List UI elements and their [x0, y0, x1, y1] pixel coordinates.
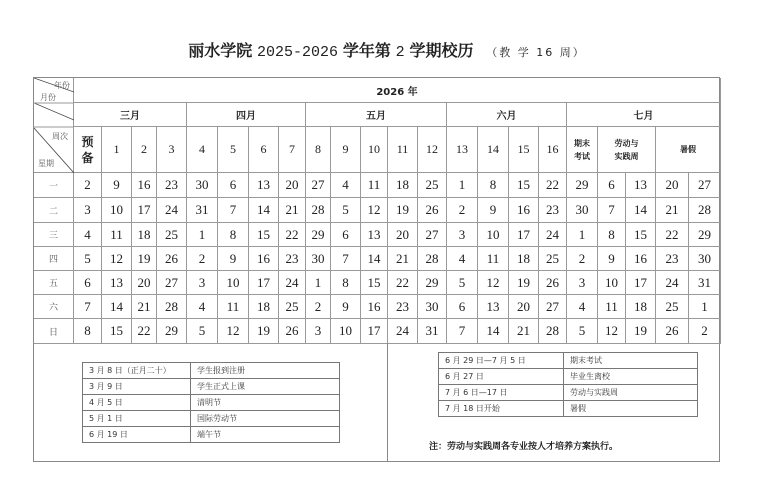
date-cell: 30 [418, 295, 447, 319]
date-cell: 9 [331, 295, 361, 319]
date-cell: 3 [187, 271, 218, 295]
date-cell: 27 [689, 173, 721, 198]
special-week-header: 暑假 [656, 127, 721, 173]
date-cell: 9 [218, 247, 249, 271]
date-cell: 5 [331, 198, 361, 223]
date-cell: 9 [598, 247, 626, 271]
school-name: 丽水学院 [188, 41, 253, 60]
date-cell: 30 [306, 247, 331, 271]
date-cell: 28 [539, 319, 567, 344]
date-cell: 5 [74, 247, 102, 271]
prep-week-label: 预备 [81, 134, 94, 165]
date-cell: 6 [331, 223, 361, 247]
date-cell: 20 [656, 173, 689, 198]
date-cell: 3 [447, 223, 478, 247]
date-cell: 24 [539, 223, 567, 247]
date-cell: 29 [157, 319, 187, 344]
date-cell: 12 [102, 247, 132, 271]
date-cell: 7 [218, 198, 249, 223]
date-cell: 18 [249, 295, 279, 319]
week-number: 1 [102, 127, 132, 173]
date-cell: 10 [598, 271, 626, 295]
date-cell: 7 [598, 198, 626, 223]
date-cell: 29 [567, 173, 598, 198]
event-row: 6 月 19 日 端午节 [83, 427, 340, 443]
year-header: 2026 年 [74, 78, 721, 103]
date-cell: 23 [539, 198, 567, 223]
date-cell: 18 [132, 223, 157, 247]
date-cell: 27 [306, 173, 331, 198]
date-cell: 1 [689, 295, 721, 319]
week-number: 6 [249, 127, 279, 173]
date-cell: 15 [361, 271, 388, 295]
date-cell: 28 [418, 247, 447, 271]
date-cell: 15 [102, 319, 132, 344]
date-cell: 16 [249, 247, 279, 271]
date-cell: 27 [418, 223, 447, 247]
date-cell: 17 [132, 198, 157, 223]
date-cell: 23 [279, 247, 306, 271]
page-title: 丽水学院 2025-2026 学年第 2 学期校历 （教 学 16 周） [188, 41, 586, 61]
date-cell: 15 [249, 223, 279, 247]
date-cell: 18 [509, 247, 539, 271]
date-cell: 27 [539, 295, 567, 319]
week-number: 13 [447, 127, 478, 173]
date-cell: 23 [656, 247, 689, 271]
date-cell: 11 [598, 295, 626, 319]
date-cell: 31 [418, 319, 447, 344]
weekday-label: 二 [34, 198, 74, 223]
date-cell: 17 [249, 271, 279, 295]
date-cell: 16 [132, 173, 157, 198]
date-cell: 13 [361, 223, 388, 247]
date-cell: 2 [567, 247, 598, 271]
date-cell: 12 [478, 271, 509, 295]
date-cell: 4 [74, 223, 102, 247]
date-cell: 22 [279, 223, 306, 247]
date-cell: 20 [388, 223, 418, 247]
events-table-left [82, 362, 340, 443]
week-number: 4 [187, 127, 218, 173]
teaching-weeks: （教 学 16 周） [486, 46, 586, 59]
date-cell: 18 [626, 295, 656, 319]
month-header: 五月 [306, 103, 447, 127]
weekday-label: 三 [34, 223, 74, 247]
date-cell: 19 [132, 247, 157, 271]
week-number: 11 [388, 127, 418, 173]
week-number: 8 [306, 127, 331, 173]
date-cell: 1 [567, 223, 598, 247]
date-cell: 25 [279, 295, 306, 319]
weekday-label: 日 [34, 319, 74, 344]
date-cell: 28 [157, 295, 187, 319]
date-cell: 2 [74, 173, 102, 198]
date-cell: 4 [447, 247, 478, 271]
month-header: 四月 [187, 103, 306, 127]
date-cell: 4 [567, 295, 598, 319]
date-cell: 22 [656, 223, 689, 247]
event-row: 5 月 1 日 国际劳动节 [83, 411, 340, 427]
date-cell: 19 [388, 198, 418, 223]
week-number: 12 [418, 127, 447, 173]
date-cell: 10 [478, 223, 509, 247]
special-week-header: 劳动与 实践周 [598, 127, 656, 173]
date-cell: 21 [279, 198, 306, 223]
date-cell: 29 [689, 223, 721, 247]
corner-week-label: 周次 [52, 132, 68, 141]
month-header: 三月 [74, 103, 187, 127]
date-cell: 26 [157, 247, 187, 271]
date-cell: 14 [361, 247, 388, 271]
date-cell: 17 [626, 271, 656, 295]
date-cell: 24 [279, 271, 306, 295]
date-cell: 26 [279, 319, 306, 344]
week-number: 10 [361, 127, 388, 173]
date-cell: 4 [331, 173, 361, 198]
date-cell: 14 [249, 198, 279, 223]
date-cell: 1 [306, 271, 331, 295]
date-cell: 22 [132, 319, 157, 344]
date-cell: 14 [626, 198, 656, 223]
footnote: 注：劳动与实践周各专业按人才培养方案执行。 [429, 442, 619, 452]
term-number: 2 [395, 44, 405, 61]
date-cell: 21 [132, 295, 157, 319]
date-cell: 20 [132, 271, 157, 295]
event-row: 7 月 6 日—17 日 劳动与实践周 [439, 385, 698, 401]
corner-month-label: 月份 [40, 93, 56, 102]
date-cell: 7 [331, 247, 361, 271]
date-cell: 2 [187, 247, 218, 271]
date-cell: 19 [626, 319, 656, 344]
date-cell: 11 [361, 173, 388, 198]
event-row: 7 月 18 日开始 暑假 [439, 401, 698, 417]
date-cell: 30 [689, 247, 721, 271]
weekday-label: 一 [34, 173, 74, 198]
date-cell: 2 [447, 198, 478, 223]
date-cell: 8 [74, 319, 102, 344]
date-cell: 7 [447, 319, 478, 344]
date-cell: 17 [509, 223, 539, 247]
event-row: 3 月 9 日 学生正式上课 [83, 379, 340, 395]
date-cell: 15 [509, 173, 539, 198]
date-cell: 11 [478, 247, 509, 271]
date-cell: 29 [306, 223, 331, 247]
special-week-header: 期末 考试 [567, 127, 598, 173]
date-cell: 4 [187, 295, 218, 319]
date-cell: 20 [509, 295, 539, 319]
event-row: 4 月 5 日 清明节 [83, 395, 340, 411]
date-cell: 27 [157, 271, 187, 295]
date-cell: 12 [218, 319, 249, 344]
week-number: 3 [157, 127, 187, 173]
date-cell: 12 [361, 198, 388, 223]
date-cell: 8 [598, 223, 626, 247]
date-cell: 18 [388, 173, 418, 198]
date-cell: 24 [388, 319, 418, 344]
date-cell: 13 [626, 173, 656, 198]
notes-divider [387, 343, 388, 462]
date-cell: 30 [567, 198, 598, 223]
week-number: 7 [279, 127, 306, 173]
week-number: 5 [218, 127, 249, 173]
date-cell: 22 [388, 271, 418, 295]
date-cell: 29 [418, 271, 447, 295]
weekday-label: 五 [34, 271, 74, 295]
date-cell: 13 [249, 173, 279, 198]
date-cell: 1 [447, 173, 478, 198]
week-number: 16 [539, 127, 567, 173]
week-number: 2 [132, 127, 157, 173]
week-number: 9 [331, 127, 361, 173]
date-cell: 7 [74, 295, 102, 319]
date-cell: 14 [102, 295, 132, 319]
date-cell: 24 [157, 198, 187, 223]
date-cell: 8 [478, 173, 509, 198]
week-number: 15 [509, 127, 539, 173]
month-header: 七月 [567, 103, 721, 127]
date-cell: 6 [74, 271, 102, 295]
date-cell: 17 [361, 319, 388, 344]
date-cell: 2 [689, 319, 721, 344]
date-cell: 2 [306, 295, 331, 319]
date-cell: 11 [102, 223, 132, 247]
date-cell: 19 [509, 271, 539, 295]
date-cell: 3 [306, 319, 331, 344]
date-cell: 26 [418, 198, 447, 223]
date-cell: 25 [539, 247, 567, 271]
date-cell: 28 [306, 198, 331, 223]
date-cell: 9 [102, 173, 132, 198]
corner-year-label: 年份 [54, 81, 70, 90]
date-cell: 26 [539, 271, 567, 295]
date-cell: 23 [157, 173, 187, 198]
date-cell: 3 [74, 198, 102, 223]
date-cell: 8 [218, 223, 249, 247]
date-cell: 6 [218, 173, 249, 198]
date-cell: 21 [656, 198, 689, 223]
date-cell: 13 [478, 295, 509, 319]
month-header: 六月 [447, 103, 567, 127]
date-cell: 28 [689, 198, 721, 223]
event-row: 6 月 27 日 毕业生离校 [439, 369, 698, 385]
corner-weekday-label: 星期 [38, 159, 54, 168]
date-cell: 20 [279, 173, 306, 198]
date-cell: 16 [361, 295, 388, 319]
date-cell: 10 [218, 271, 249, 295]
date-cell: 11 [218, 295, 249, 319]
date-cell: 3 [567, 271, 598, 295]
date-cell: 5 [567, 319, 598, 344]
date-cell: 25 [157, 223, 187, 247]
date-cell: 25 [656, 295, 689, 319]
date-cell: 10 [102, 198, 132, 223]
date-cell: 31 [689, 271, 721, 295]
date-cell: 8 [331, 271, 361, 295]
date-cell: 6 [447, 295, 478, 319]
weekday-label: 六 [34, 295, 74, 319]
date-cell: 14 [478, 319, 509, 344]
date-cell: 16 [626, 247, 656, 271]
date-cell: 19 [249, 319, 279, 344]
date-cell: 6 [598, 173, 626, 198]
date-cell: 31 [187, 198, 218, 223]
date-cell: 10 [331, 319, 361, 344]
date-cell: 9 [478, 198, 509, 223]
date-cell: 1 [187, 223, 218, 247]
date-cell: 23 [388, 295, 418, 319]
date-cell: 25 [418, 173, 447, 198]
date-cell: 5 [447, 271, 478, 295]
events-table-right [438, 352, 698, 417]
academic-year: 2025-2026 [257, 44, 339, 61]
date-cell: 24 [656, 271, 689, 295]
date-cell: 26 [656, 319, 689, 344]
event-row: 6 月 29 日—7 月 5 日 期末考试 [439, 353, 698, 369]
header-corner [34, 78, 74, 173]
weekday-label: 四 [34, 247, 74, 271]
event-row: 3 月 8 日（正月二十） 学生报到注册 [83, 363, 340, 379]
date-cell: 21 [388, 247, 418, 271]
date-cell: 5 [187, 319, 218, 344]
date-cell: 21 [509, 319, 539, 344]
date-cell: 16 [509, 198, 539, 223]
date-cell: 12 [598, 319, 626, 344]
week-number: 14 [478, 127, 509, 173]
date-cell: 13 [102, 271, 132, 295]
week-prep [74, 127, 102, 173]
date-cell: 22 [539, 173, 567, 198]
date-cell: 15 [626, 223, 656, 247]
date-cell: 30 [187, 173, 218, 198]
